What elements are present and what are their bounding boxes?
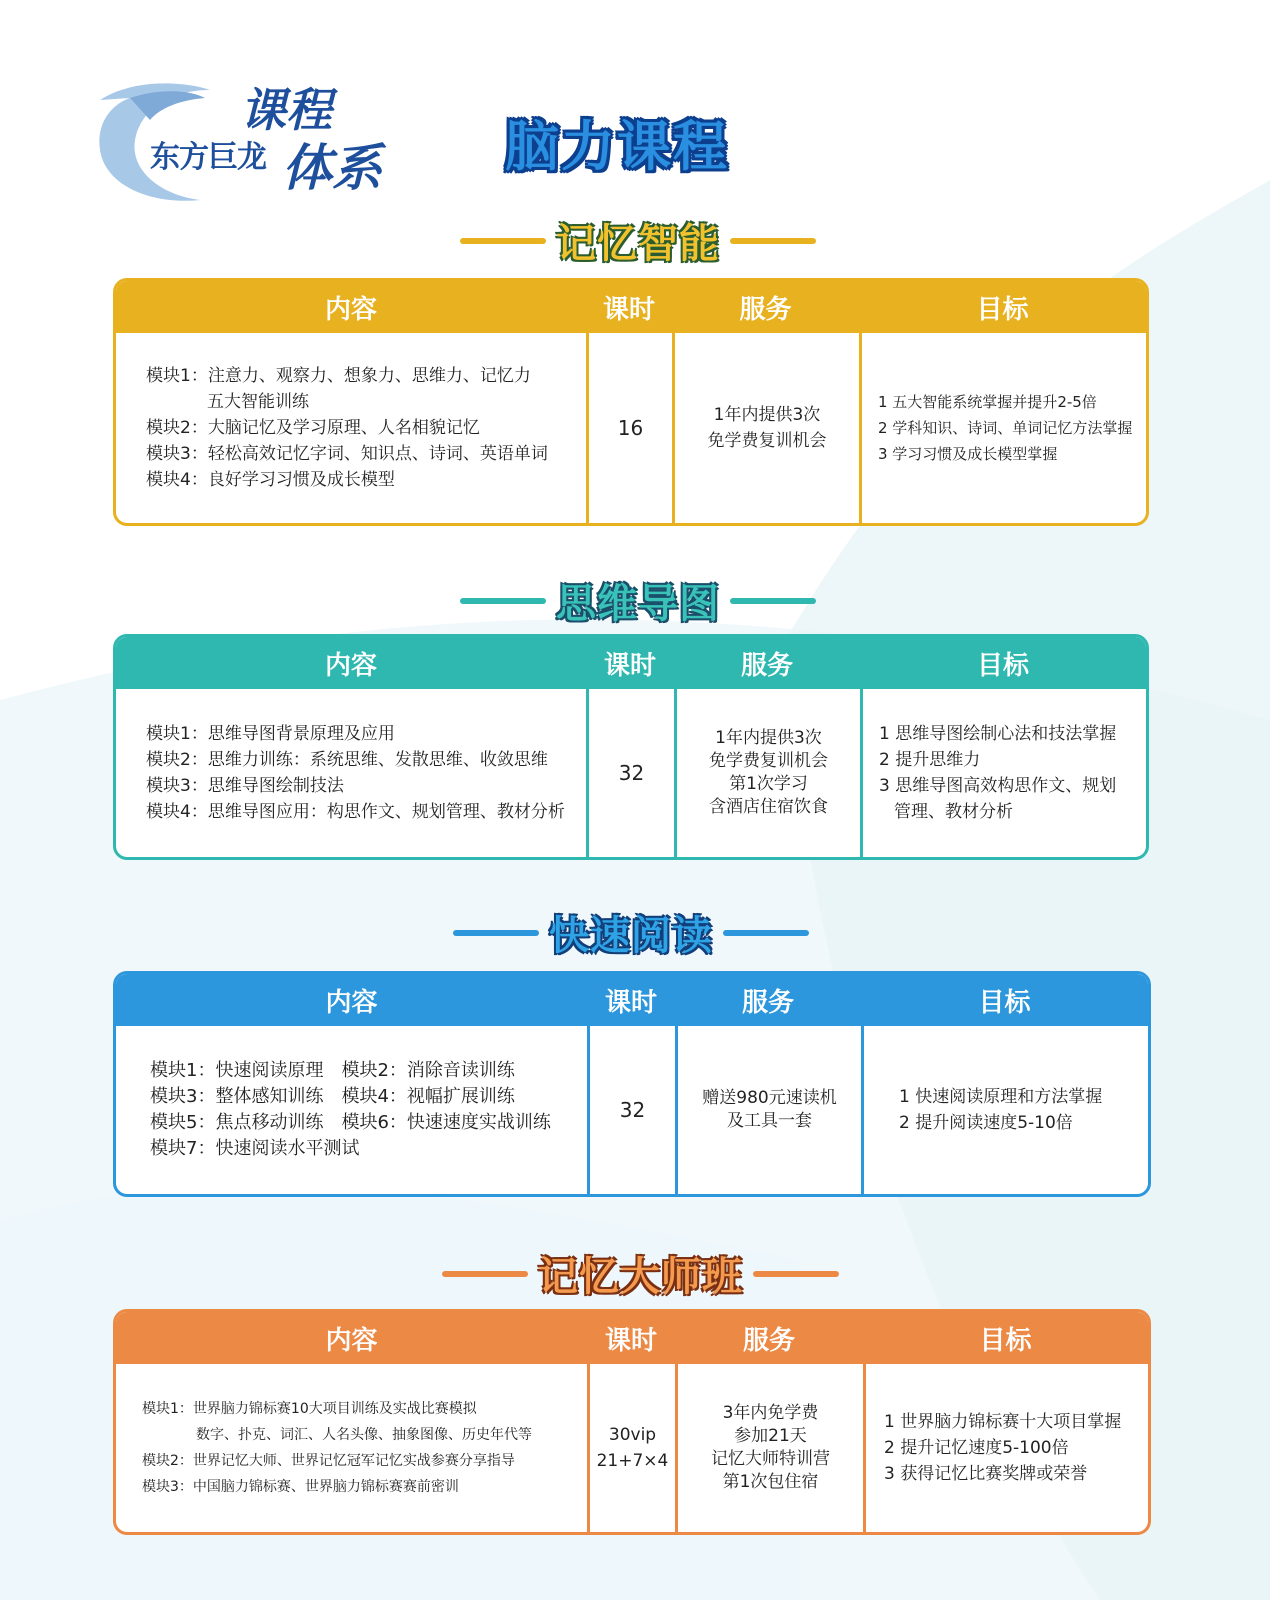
- service-line: 免学费复训机会: [709, 751, 828, 771]
- logo-title-line2: 体系: [282, 138, 382, 197]
- hours-value: 32: [619, 1098, 646, 1122]
- service-line: 1年内提供3次: [713, 405, 821, 425]
- service-line: 记忆大师特训营: [711, 1449, 830, 1469]
- section-title: 记忆大师班: [538, 1254, 743, 1300]
- goal-cell: [859, 333, 1146, 523]
- hours-value: 16: [617, 416, 644, 440]
- service-line: 赠送980元速读机: [702, 1088, 837, 1108]
- header-goal: 目标: [978, 987, 1031, 1018]
- goal-line: 2 提升记忆速度5-100倍: [884, 1438, 1069, 1458]
- section-heading-mastercourse: [442, 1245, 839, 1302]
- brand-logo: [90, 70, 400, 210]
- module-line: 模块2：思维力训练：系统思维、发散思维、收敛思维: [146, 750, 548, 770]
- service-line: 3年内免学费: [722, 1403, 819, 1423]
- section-title: 记忆智能: [556, 221, 720, 267]
- heading-line: [453, 930, 539, 936]
- service-line: 含酒店住宿饮食: [709, 797, 828, 817]
- header-hours: 课时: [603, 650, 656, 681]
- page-title: 脑力课程: [505, 115, 729, 178]
- goal-cell: [863, 1364, 1148, 1532]
- goal-line: 2 提升思维力: [879, 750, 981, 770]
- service-line: 免学费复训机会: [707, 431, 827, 451]
- module-line: 模块3：整体感知训练 模块4：视幅扩展训练: [150, 1086, 515, 1107]
- hours-value: 30vip: [608, 1425, 657, 1445]
- module-line: 模块2：大脑记忆及学习原理、人名相貌记忆: [146, 418, 480, 438]
- goal-line: 3 学习习惯及成长模型掌握: [878, 445, 1058, 463]
- service-cell: [674, 689, 860, 857]
- header-content: 内容: [324, 294, 377, 325]
- goal-line: 3 思维导图高效构思作文、规划: [879, 776, 1117, 796]
- module-line: 模块4：良好学习习惯及成长模型: [146, 470, 395, 490]
- course-table-mastercourse: [113, 1309, 1151, 1535]
- module-line: 模块1：思维导图背景原理及应用: [146, 724, 395, 744]
- header-service: 服务: [742, 1325, 795, 1356]
- service-line: 及工具一套: [727, 1111, 812, 1131]
- service-line: 1年内提供3次: [715, 728, 822, 748]
- header-content: 内容: [325, 987, 378, 1018]
- header-goal: 目标: [976, 650, 1029, 681]
- goal-line: 3 获得记忆比赛奖牌或荣誉: [884, 1464, 1088, 1484]
- header-hours: 课时: [602, 294, 655, 325]
- module-line: 模块2：世界记忆大师、世界记忆冠军记忆实战参赛分享指导: [142, 1453, 515, 1469]
- header-service: 服务: [739, 294, 792, 325]
- module-line: 模块1：注意力、观察力、想象力、思维力、记忆力: [146, 366, 531, 386]
- module-line: 模块3：轻松高效记忆字词、知识点、诗词、英语单词: [146, 444, 548, 464]
- header-goal: 目标: [976, 294, 1029, 325]
- module-line: 模块1：世界脑力锦标赛10大项目训练及实战比赛模拟: [142, 1401, 477, 1417]
- hours-cell: [587, 1026, 675, 1194]
- service-cell: [672, 333, 859, 523]
- module-line: 模块4：思维导图应用：构思作文、规划管理、教材分析: [146, 802, 565, 822]
- hours-value: 21+7×4: [596, 1451, 669, 1471]
- header-hours: 课时: [604, 1325, 657, 1356]
- section-heading-mindmap: [460, 572, 816, 629]
- section-heading-speedreading: [453, 904, 809, 961]
- module-line: 数字、扑克、词汇、人名头像、抽象图像、历史年代等: [196, 1427, 532, 1443]
- module-line: 五大智能训练: [207, 392, 309, 412]
- course-table-speedreading: [113, 971, 1151, 1197]
- header-hours: 课时: [604, 987, 657, 1018]
- goal-line: 1 快速阅读原理和方法掌握: [899, 1087, 1103, 1107]
- content-cell: [116, 689, 586, 857]
- heading-line: [442, 1271, 528, 1277]
- heading-line: [460, 598, 546, 604]
- goal-line: 1 思维导图绘制心法和技法掌握: [879, 724, 1117, 744]
- section-title: 思维导图: [556, 581, 720, 627]
- service-line: 第1次学习: [729, 774, 808, 794]
- goal-line: 1 五大智能系统掌握并提升2-5倍: [878, 393, 1097, 411]
- header-service: 服务: [740, 650, 793, 681]
- header-goal: 目标: [979, 1325, 1032, 1356]
- module-line: 模块1：快速阅读原理 模块2：消除音读训练: [150, 1060, 515, 1081]
- goal-line: 2 学科知识、诗词、单词记忆方法掌握: [878, 419, 1133, 437]
- module-line: 模块5：焦点移动训练 模块6：快速速度实战训练: [150, 1112, 551, 1133]
- course-table-memory: [113, 278, 1149, 526]
- module-line: 模块3：思维导图绘制技法: [146, 776, 344, 796]
- service-line: 第1次包住宿: [722, 1472, 819, 1492]
- goal-line: 2 提升阅读速度5-10倍: [899, 1113, 1073, 1133]
- section-heading-memory: [460, 212, 816, 269]
- course-table-mindmap: [113, 634, 1149, 860]
- module-line: 模块3：中国脑力锦标赛、世界脑力锦标赛赛前密训: [142, 1479, 459, 1495]
- module-line: 模块7：快速阅读水平测试: [150, 1138, 360, 1159]
- heading-line: [460, 238, 546, 244]
- service-line: 参加21天: [734, 1426, 807, 1446]
- service-cell: [675, 1364, 863, 1532]
- hours-cell: [587, 1364, 675, 1532]
- logo-title-line1: 课程: [240, 83, 332, 137]
- section-title: 快速阅读: [549, 913, 713, 959]
- hours-value: 32: [618, 761, 645, 785]
- heading-line: [730, 238, 816, 244]
- service-cell: [675, 1026, 861, 1194]
- header-content: 内容: [324, 650, 377, 681]
- logo-brand: 东方巨龙: [150, 140, 266, 175]
- heading-line: [753, 1271, 839, 1277]
- heading-line: [723, 930, 809, 936]
- hours-cell: [586, 689, 674, 857]
- goal-cell: [860, 689, 1146, 857]
- goal-cell: [861, 1026, 1148, 1194]
- goal-line: 1 世界脑力锦标赛十大项目掌握: [884, 1412, 1122, 1432]
- heading-line: [730, 598, 816, 604]
- header-service: 服务: [741, 987, 794, 1018]
- content-cell: [116, 1364, 587, 1532]
- header-content: 内容: [325, 1325, 378, 1356]
- content-cell: [116, 333, 586, 523]
- goal-line: 管理、教材分析: [894, 802, 1013, 822]
- content-cell: [116, 1026, 587, 1194]
- hours-cell: [586, 333, 672, 523]
